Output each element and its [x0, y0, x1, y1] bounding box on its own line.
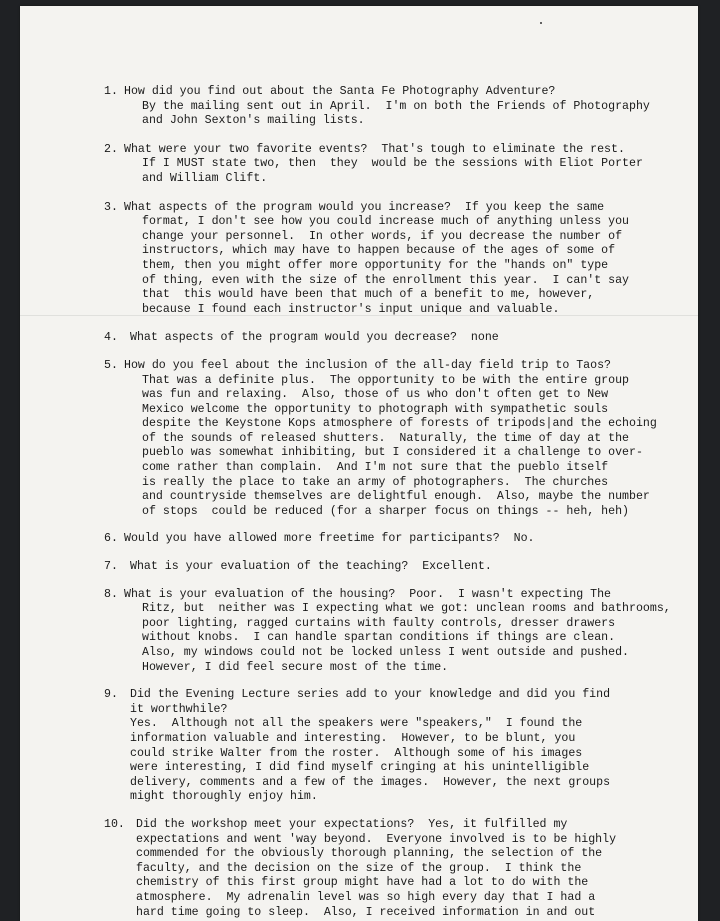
answer-line: That was a definite plus. The opportunity to be with the entire group	[142, 373, 630, 387]
question-line: Did the Evening Lecture series add to your knowledge and did you find	[130, 688, 611, 702]
answer-line: information valuable and interesting. However, to be blunt, you	[130, 731, 576, 745]
answer-line: instructors, which may have to happen because of the ages of some of	[142, 244, 616, 258]
question-line: What were your two favorite events? That's tough to eliminate the rest.	[124, 142, 625, 156]
answer-line: Mexico welcome the opportunity to photograph with sympathetic souls	[142, 402, 609, 416]
question-line: How do you feel about the inclusion of the all-day field trip to Taos?	[124, 358, 612, 372]
question-number: 3.	[104, 200, 118, 214]
questionnaire-text	[104, 85, 694, 920]
answer-line: Yes. Although not all the speakers were "speakers," I found the	[130, 717, 583, 731]
answer-line: that this would have been that much of a benefit to me, however,	[142, 288, 595, 302]
answer-line: format, I don't see how you could increase much of anything unless you	[142, 215, 630, 229]
answer-line: pueblo was somewhat inhibiting, but I considered it a challenge to over-	[142, 446, 643, 460]
question-7	[104, 560, 694, 575]
answer-line: without knobs. I can handle spartan conditions if things are clean.	[142, 631, 616, 645]
answer-line: change your personnel. In other words, if you decrease the number of	[142, 229, 623, 243]
question-line: What is your evaluation of the teaching? Excellent.	[130, 560, 492, 574]
question-number: 5.	[104, 358, 118, 372]
answer-line: them, then you might offer more opportunity for the "hands on" type	[142, 258, 609, 272]
question-2	[104, 143, 694, 187]
question-number: 10.	[104, 817, 125, 831]
answer-line: chemistry of this first group might have had a lot to do with the	[136, 876, 589, 890]
question-line: Would you have allowed more freetime for participants? No.	[124, 532, 535, 546]
answer-line: hard time going to sleep. Also, I received information in and out	[136, 905, 596, 919]
question-number: 2.	[104, 142, 118, 156]
answer-line: delivery, comments and a few of the images. However, the next groups	[130, 775, 611, 789]
answer-line: despite the Keystone Kops atmosphere of forests of tripods|and the echoing	[142, 417, 657, 431]
question-number: 8.	[104, 587, 118, 601]
question-number: 1.	[104, 85, 118, 98]
question-6	[104, 532, 694, 547]
answer-line: could strike Walter from the roster. Although some of his images	[130, 746, 583, 760]
answer-line: faculty, and the decision on the size of the group. I think the	[136, 861, 582, 875]
question-line: Did the workshop meet your expectations? Yes, it fulfilled my	[136, 817, 568, 831]
question-line: What aspects of the program would you decrease? none	[130, 331, 499, 345]
question-line: How did you find out about the Santa Fe Photography Adventure?	[124, 85, 556, 98]
document-page	[20, 6, 698, 921]
question-1	[104, 85, 694, 129]
question-5	[104, 359, 694, 520]
answer-line: and William Clift.	[142, 171, 268, 185]
question-3	[104, 201, 694, 318]
answer-line: was fun and relaxing. Also, those of us who don't often get to New	[142, 388, 609, 402]
question-4	[104, 331, 694, 346]
answer-line: commended for the obviously thorough planning, the selection of the	[136, 847, 603, 861]
answer-line: expectations and went 'way beyond. Everyone involved is to be highly	[136, 832, 617, 846]
answer-line: of the sounds of released shutters. Naturally, the time of day at the	[142, 431, 630, 445]
answer-line: atmosphere. My adrenalin level was so high every day that I had a	[136, 890, 596, 904]
answer-line: If I MUST state two, then they would be the sessions with Eliot Porter	[142, 157, 643, 171]
answer-line: poor lighting, ragged curtains with faulty controls, dresser drawers	[142, 616, 616, 630]
question-number: 7.	[104, 560, 118, 574]
question-10	[104, 818, 694, 920]
answer-line: of thing, even with the size of the enrollment this year. I can't say	[142, 273, 630, 287]
answer-line: By the mailing sent out in April. I'm on both the Friends of Photography	[142, 99, 650, 113]
answer-line: Also, my windows could not be locked unless I went outside and pushed.	[142, 646, 630, 659]
answer-line: is really the place to take an army of photographers. The churches	[142, 475, 609, 489]
question-number: 6.	[104, 532, 118, 546]
question-line: What is your evaluation of the housing? Poor. I wasn't expecting The	[124, 587, 612, 601]
answer-line: Ritz, but neither was I expecting what we got: unclean rooms and bathrooms,	[142, 602, 671, 616]
answer-line: and countryside themselves are delightful enough. Also, maybe the number	[142, 490, 650, 504]
answer-line: might thoroughly enjoy him.	[130, 790, 318, 804]
answer-line: were interesting, I did find myself cringing at his unintelligible	[130, 761, 590, 775]
answer-line: come rather than complain. And I'm not sure that the pueblo itself	[142, 461, 609, 475]
question-line: What aspects of the program would you increase? If you keep the same	[124, 200, 605, 214]
question-number: 4.	[104, 331, 118, 345]
answer-line: it worthwhile?	[130, 702, 228, 716]
answer-line: because I found each instructor's input unique and valuable.	[142, 302, 560, 316]
question-8	[104, 588, 694, 676]
ink-speck	[540, 22, 542, 24]
answer-line: and John Sexton's mailing lists.	[142, 114, 365, 128]
question-number: 9.	[104, 688, 118, 702]
answer-line: of stops could be reduced (for a sharper focus on things -- heh, heh)	[142, 504, 630, 518]
answer-line: However, I did feel secure most of the time.	[142, 660, 449, 674]
question-9	[104, 688, 694, 805]
